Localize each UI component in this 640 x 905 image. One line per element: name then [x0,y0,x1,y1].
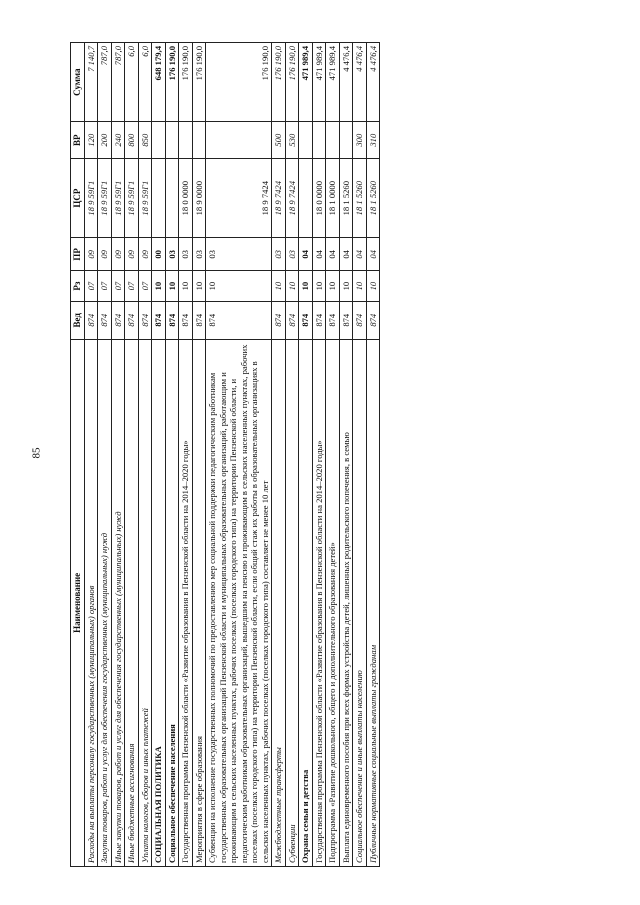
cell-vr [192,122,205,159]
cell-pr: 03 [285,238,298,271]
cell-name: Охрана семьи и детства [299,339,312,866]
budget-table-rotated [70,42,570,867]
cell-rz: 10 [179,271,192,302]
cell-ved: 874 [272,301,285,339]
cell-sum: 471 989,4 [312,43,325,122]
cell-sum: 6,0 [138,43,151,122]
cell-sum: 787,0 [98,43,111,122]
table-row [353,43,366,867]
cell-csr [299,159,312,238]
cell-sum: 176 190,0 [285,43,298,122]
cell-ved: 874 [206,301,272,339]
table-row [111,43,124,867]
cell-pr: 09 [84,238,97,271]
cell-sum: 176 190,0 [206,43,272,122]
cell-rz: 10 [285,271,298,302]
cell-ved: 874 [111,301,124,339]
cell-name: Закупка товаров, работ и услуг для обеспечения государственных (муниципальных) нужд [98,339,111,866]
cell-csr: 18 1 5260 [366,159,379,238]
cell-csr: 18 1 5260 [353,159,366,238]
cell-ved: 874 [192,301,205,339]
cell-sum: 4 476,4 [366,43,379,122]
cell-name: Уплата налогов, сборов и иных платежей [138,339,151,866]
cell-name: Социальное обеспечение населения [165,339,178,866]
cell-csr: 18 9 7424 [206,159,272,238]
cell-name: Иные закупки товаров, работ и услуг для обеспечения государственных (муниципальных) нужд [111,339,124,866]
cell-name: Выплата единовременного пособия при всех формах устройства детей, лишенных родительского попечения, в семью [339,339,352,866]
col-header-rz: Рз [71,271,85,302]
cell-csr: 18 1 5260 [339,159,352,238]
table-row [125,43,138,867]
cell-name: Подпрограмма «Развитие дошкольного, общего и дополнительного образования детей» [326,339,339,866]
cell-vr: 500 [272,122,285,159]
cell-csr: 18 9 59Г1 [84,159,97,238]
col-header-csr: ЦСР [71,159,85,238]
cell-pr: 03 [206,238,272,271]
cell-sum: 471 989,4 [299,43,312,122]
table-row [98,43,111,867]
cell-pr: 03 [165,238,178,271]
cell-rz: 10 [366,271,379,302]
cell-ved: 874 [326,301,339,339]
table-row [165,43,178,867]
cell-rz: 07 [125,271,138,302]
table-row [326,43,339,867]
cell-sum: 471 989,4 [326,43,339,122]
table-row [272,43,285,867]
cell-pr: 04 [366,238,379,271]
cell-csr: 18 9 0000 [192,159,205,238]
cell-ved: 874 [138,301,151,339]
cell-ved: 874 [353,301,366,339]
cell-name: Государственная программа Пензенской области «Развитие образования в Пензенской области на 2014–2020 годы» [179,339,192,866]
cell-ved: 874 [165,301,178,339]
cell-csr: 18 0 0000 [179,159,192,238]
cell-pr: 03 [272,238,285,271]
cell-ved: 874 [179,301,192,339]
table-row [206,43,272,867]
cell-pr: 09 [111,238,124,271]
cell-vr [312,122,325,159]
table-body [84,43,379,867]
cell-name: Субвенции [285,339,298,866]
cell-vr [299,122,312,159]
cell-vr [326,122,339,159]
cell-vr: 530 [285,122,298,159]
table-header-row [71,43,85,867]
cell-csr: 18 9 59Г1 [138,159,151,238]
cell-ved: 874 [339,301,352,339]
cell-rz: 10 [299,271,312,302]
cell-ved: 874 [152,301,165,339]
cell-name: Расходы на выплаты персоналу государственных (муниципальных) органов [84,339,97,866]
table-row [192,43,205,867]
col-header-ved: Вед [71,301,85,339]
cell-name: СОЦИАЛЬНАЯ ПОЛИТИКА [152,339,165,866]
table-row [152,43,165,867]
cell-pr: 09 [98,238,111,271]
cell-vr: 310 [366,122,379,159]
table-row [366,43,379,867]
cell-ved: 874 [98,301,111,339]
cell-sum: 176 190,0 [272,43,285,122]
cell-rz: 07 [84,271,97,302]
budget-table [70,42,380,867]
cell-csr: 18 9 59Г1 [125,159,138,238]
cell-vr: 120 [84,122,97,159]
cell-vr: 240 [111,122,124,159]
table-row [138,43,151,867]
cell-ved: 874 [366,301,379,339]
cell-name: Субвенции на исполнение государственных полномочий по предоставлению мер социальной поддержки педагогическим работникам государственных образовательных организаций Пензенской области и муниципальных образовательных организаций, работающим и проживающим в сельских населенных пунктах, рабочих поселках (поселках городского типа) на территории Пензенской области, и педагогическим работникам образовательных организаций, вышедшим на пенсию и проживающим в сельских населенных пунктах, рабочих поселках (поселках городского типа) на территории Пензенской области, если общий стаж их работы в образовательных организациях в сельских населенных пунктах, рабочих поселках (поселках городского типа) составляет не менее 10 лет [206,339,272,866]
cell-csr: 18 9 59Г1 [111,159,124,238]
cell-csr: 18 1 0000 [326,159,339,238]
cell-sum: 176 190,0 [179,43,192,122]
cell-rz: 10 [326,271,339,302]
col-header-sum: Сумма [71,43,85,122]
table-row [299,43,312,867]
table-row [312,43,325,867]
cell-rz: 10 [312,271,325,302]
cell-sum: 176 190,0 [192,43,205,122]
cell-sum: 4 476,4 [353,43,366,122]
cell-rz: 07 [111,271,124,302]
cell-pr: 04 [353,238,366,271]
cell-ved: 874 [125,301,138,339]
cell-ved: 874 [285,301,298,339]
cell-csr: 18 9 7424 [272,159,285,238]
col-header-name: Наименование [71,339,85,866]
cell-sum: 7 140,7 [84,43,97,122]
table-row [339,43,352,867]
cell-name: Межбюджетные трансферты [272,339,285,866]
cell-pr: 09 [125,238,138,271]
table-row [84,43,97,867]
cell-pr: 04 [326,238,339,271]
cell-pr: 04 [339,238,352,271]
cell-vr [152,122,165,159]
cell-rz: 07 [98,271,111,302]
cell-rz: 10 [339,271,352,302]
cell-rz: 10 [152,271,165,302]
cell-csr: 18 9 59Г1 [98,159,111,238]
cell-rz: 10 [192,271,205,302]
budget-table-area [70,42,570,867]
cell-csr: 18 0 0000 [312,159,325,238]
cell-sum: 787,0 [111,43,124,122]
cell-pr: 09 [138,238,151,271]
cell-sum: 648 179,4 [152,43,165,122]
cell-pr: 04 [299,238,312,271]
table-row [285,43,298,867]
cell-pr: 03 [179,238,192,271]
cell-rz: 10 [272,271,285,302]
cell-sum: 176 190,0 [165,43,178,122]
cell-ved: 874 [84,301,97,339]
page-number [26,0,46,905]
table-row [179,43,192,867]
cell-rz: 07 [138,271,151,302]
cell-pr: 03 [192,238,205,271]
cell-name: Социальное обеспечение и иные выплаты населению [353,339,366,866]
cell-name: Государственная программа Пензенской области «Развитие образования в Пензенской области на 2014–2020 годы» [312,339,325,866]
cell-vr [206,122,272,159]
cell-ved: 874 [312,301,325,339]
cell-vr: 200 [98,122,111,159]
cell-name: Мероприятия в сфере образования [192,339,205,866]
cell-rz: 10 [353,271,366,302]
cell-ved: 874 [299,301,312,339]
cell-vr: 850 [138,122,151,159]
page-number-text: 85 [30,447,42,458]
cell-vr: 300 [353,122,366,159]
cell-rz: 10 [206,271,272,302]
cell-pr: 04 [312,238,325,271]
cell-csr: 18 9 7424 [285,159,298,238]
cell-csr [165,159,178,238]
cell-sum: 6,0 [125,43,138,122]
cell-csr [152,159,165,238]
cell-rz: 10 [165,271,178,302]
cell-vr [165,122,178,159]
cell-name: Публичные нормативные социальные выплаты гражданам [366,339,379,866]
cell-pr: 00 [152,238,165,271]
col-header-pr: ПР [71,238,85,271]
col-header-vr: ВР [71,122,85,159]
cell-name: Иные бюджетные ассигнования [125,339,138,866]
cell-sum: 4 476,4 [339,43,352,122]
cell-vr: 800 [125,122,138,159]
cell-vr [339,122,352,159]
cell-vr [179,122,192,159]
